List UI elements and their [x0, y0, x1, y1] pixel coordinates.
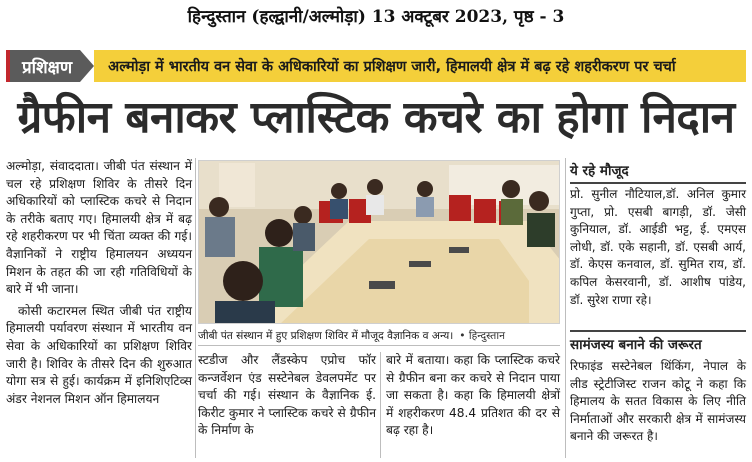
news-photo: [198, 160, 560, 324]
sidebar-heading-harmony: सामंजस्य बनाने की जरूरत: [570, 337, 702, 353]
kicker-tag: प्रशिक्षण: [6, 50, 80, 82]
sidebar-heading-present: ये रहे मौजूद: [570, 163, 629, 179]
caption-text: जीबी पंत संस्थान में हुए प्रशिक्षण शिविर में मौजूद वैज्ञानिक व अन्य।: [198, 330, 454, 342]
kicker-row: [6, 50, 746, 82]
article-paragraph: स्टडीज और लैंडस्केप एप्रोच फॉर कन्जर्वेशन एंड सस्टेनेबल डेवलपमेंट पर चर्चा की गई। संस्थान के वैज्ञानिक ई. किरीट कुमार ने प्लास्टिक कचरे से ग्रैफीन के निर्माण के: [198, 353, 376, 438]
article-paragraph: कोसी कटारमल स्थित जीबी पंत राष्ट्रीय हिमालयी पर्यावरण संस्थान में भारतीय वन सेवा के अधिकारियों का प्रशिक्षण शिविर जारी है। शिविर के तीसरे दिन की शुरुआत योगा सत्र से हुई। कार्यक्रम में इनिशिएटिव्स अंडर नेशनल मिशन ऑन हिमालयन: [6, 303, 192, 406]
photo-credit: • हिन्दुस्तान: [459, 330, 505, 342]
kicker-text: अल्मोड़ा में भारतीय वन सेवा के अधिकारियों का प्रशिक्षण जारी, हिमालयी क्षेत्र में बढ़ रहे शहरीकरण पर चर्चा: [94, 50, 746, 82]
article-paragraph: अल्मोड़ा, संवाददाता। जीबी पंत संस्थान में चल रहे प्रशिक्षण शिविर के तीसरे दिन अधिकारियों को प्लास्टिक कचरे से निदान के तरीके बताए गए। हिमालयी क्षेत्र में बढ़ रहे शहरीकरण पर भी चिंता व्यक्त की गई। वैज्ञानिकों ने राष्ट्रीय हिमालयन अध्ययन मिशन के तहत की जा रही गतिविधियों के बारे में भी जाना।: [6, 159, 192, 297]
sidebar-harmony-text: रिफाइंड सस्टेनेबल थिंकिंग, नेपाल के लीड स्ट्रेटीजिस्ट राजन कोटू ने कहा कि हिमालय के सतत विकास के लिए नीति निर्माताओं और सरकारी क्षेत्र में सामंजस्य बनाने की जरूरत है।: [570, 359, 746, 444]
article-column-left: [6, 158, 192, 408]
column-divider: [380, 352, 381, 458]
sidebar-rule: [570, 330, 746, 332]
article-column-mid-1: [198, 352, 376, 440]
column-divider: [195, 158, 196, 458]
photo-caption: [198, 326, 560, 346]
dateline: हिन्दुस्तान (हल्द्वानी/अल्मोड़ा) 13 अक्टूबर 2023, पृष्ठ - 3: [187, 7, 565, 27]
column-divider: [565, 158, 566, 458]
headline: ग्रैफीन बनाकर प्लास्टिक कचरे का होगा निदान: [17, 92, 735, 143]
sidebar-rule: [570, 182, 746, 184]
article-column-mid-2: [386, 352, 560, 440]
sidebar-present-list: प्रो. सुनील नौटियाल,डॉ. अनिल कुमार गुप्ता, प्रो. एसबी बागड़ी, डॉ. जेसी कुनियाल, डॉ. आईडी भट्ट, ई. एमएस लोधी, डॉ. एके सहानी, डॉ. एसबी आर्य, डॉ. केएस कनवाल, डॉ. सुमित राय, डॉ. कपिल केसरवानी, डॉ. आशीष पांडेय, डॉ. सुरेश राणा रहे।: [570, 187, 746, 307]
meeting-photo-illustration: [199, 161, 560, 324]
article-paragraph: बारे में बताया। कहा कि प्लास्टिक कचरे से ग्रैफीन बना कर कचरे से निदान पाया जा सकता है। कहा कि हिमालयी क्षेत्रों में शहरीकरण 48.4 प्रतिशत की दर से बढ़ रहा है।: [386, 353, 560, 438]
